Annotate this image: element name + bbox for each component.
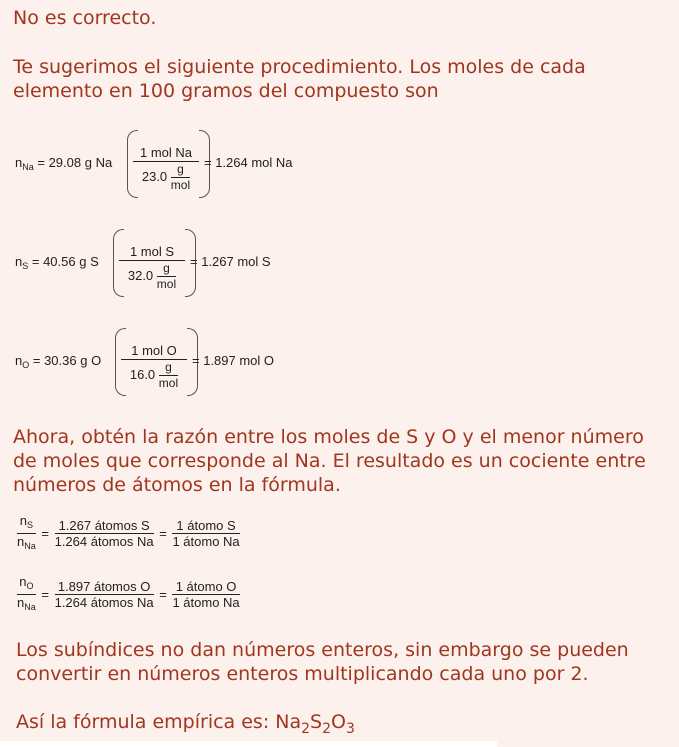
ratio-o-na: $\frac{n_O}{n_{Na}}$ = $\frac{\text{1.897 átomos O}}{\text{1.264 átomos Na}}$ = $\frac{\text{1 átomo O}}{\text{1 átomo Na}}$ [17,574,240,612]
ratio-s-na: $\frac{n_S}{n_{Na}}$ = $\frac{\text{1.267 átomos S}}{\text{1.264 átomos Na}}$ = $\frac{\text{1 átomo S}}{\text{1 átomo Na}}$ [17,513,240,551]
subscripts-note: Los subíndices no dan números enteros, sin embargo se pueden convertir en números enteros multiplicando cada uno por 2. [16,639,629,685]
moles-equation-s: $n_S = 40.56$ g S 1 mol S 32.0 $\frac{g}{\text{mol}}$ = 1.267 mol S [15,227,315,299]
intro-text: Te sugerimos el siguiente procedimiento. Los moles de cada elemento en 100 gramos del compuesto son [13,56,586,102]
incorrect-message: No es correcto. [13,7,157,29]
empirical-formula: Así la fórmula empírica es: $Na_2S_2O_3$ [16,711,355,737]
ratio-instructions: Ahora, obtén la razón entre los moles de S y O y el menor número de moles que corresponde al Na. El resultado es un cociente entre números de átomos en la fórmula. [13,426,646,496]
moles-equation-o: $n_O = 30.36$ g O 1 mol O 16.0 $\frac{g}{\text{mol}}$ = 1.897 mol O [15,326,315,398]
moles-equation-na: $n_{Na} = 29.08$ g Na 1 mol Na 23.0 $\frac{g}{\text{mol}}$ = 1.264 mol Na [15,128,315,200]
bottom-divider [0,741,497,747]
